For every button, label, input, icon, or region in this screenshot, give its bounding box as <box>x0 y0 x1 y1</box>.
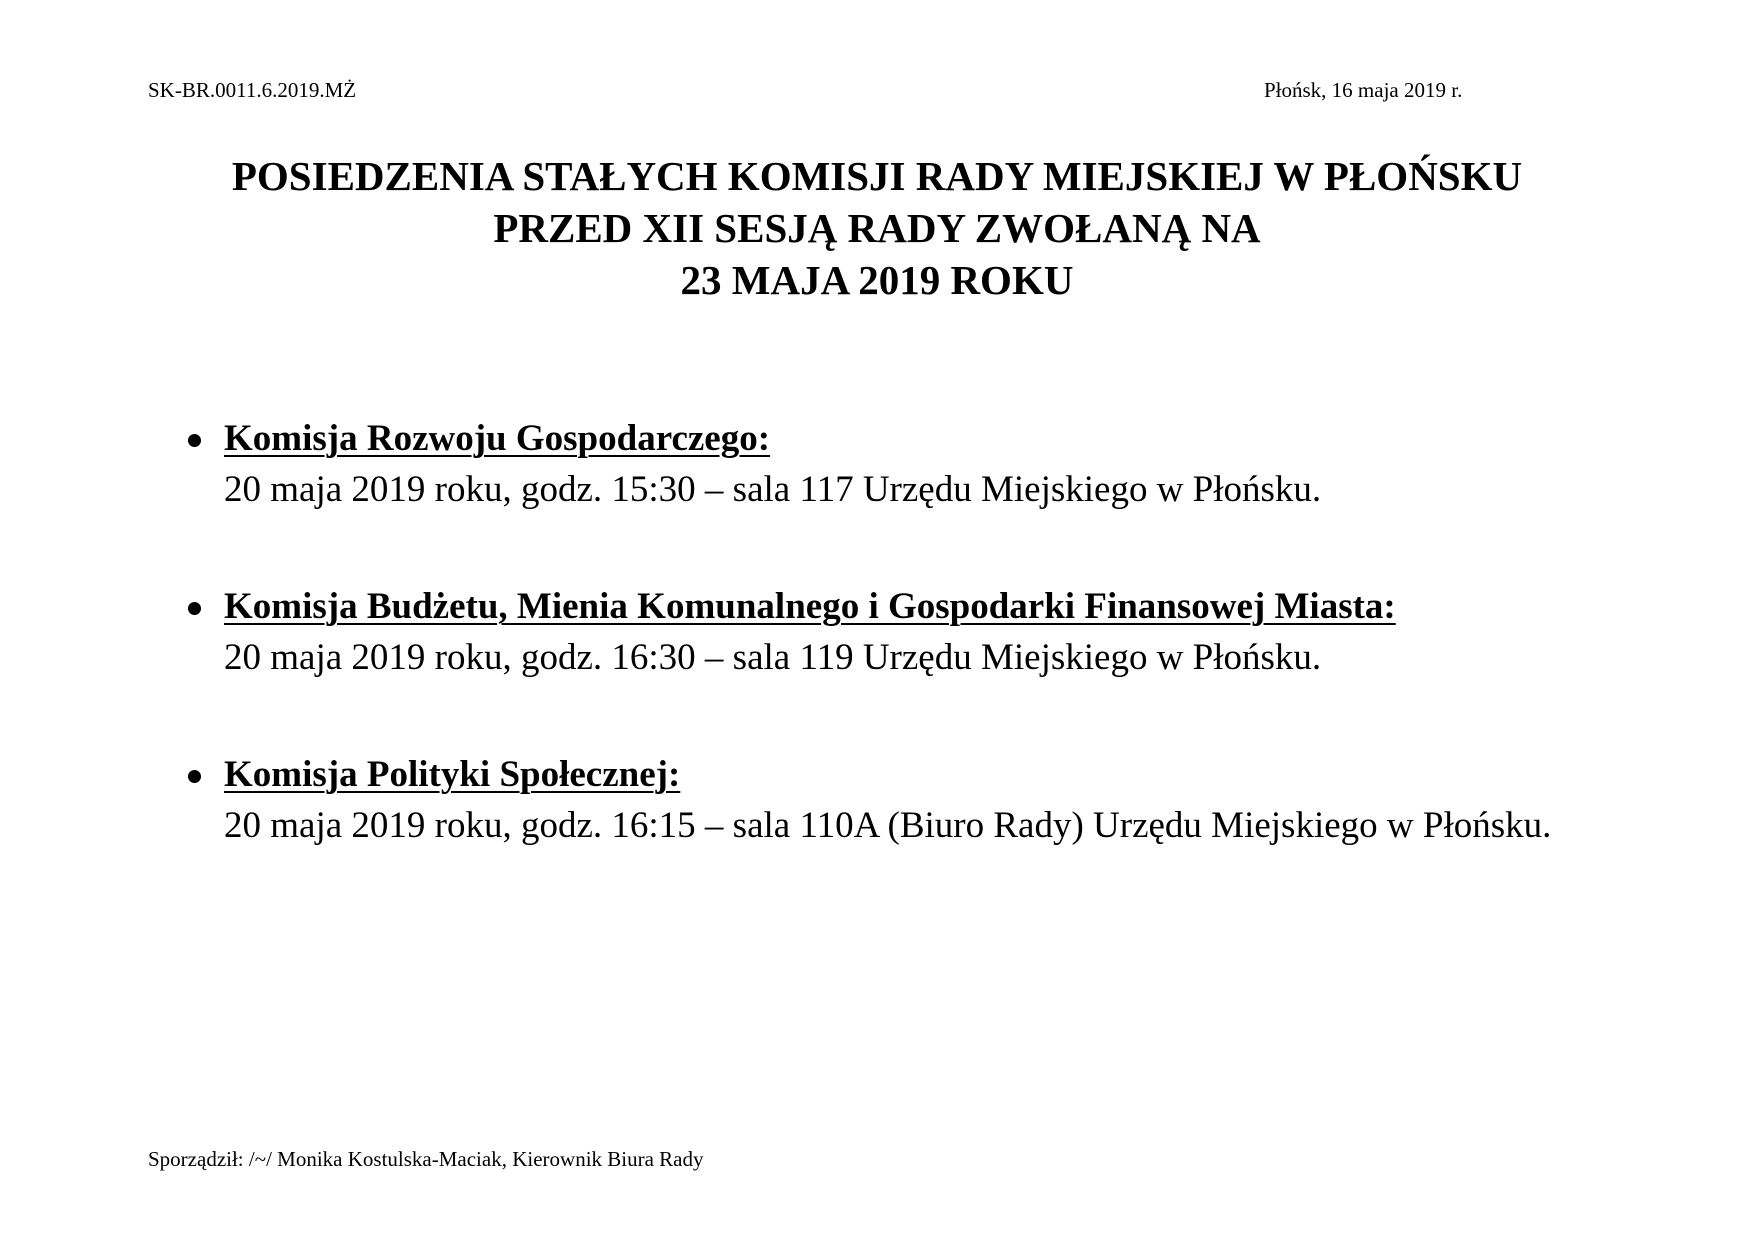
committee-item <box>188 414 1616 516</box>
committee-meeting-details: 20 maja 2019 roku, godz. 16:15 – sala 110A (Biuro Rady) Urzędu Miejskiego w Płońsku. <box>224 805 1552 846</box>
document-reference-number: SK-BR.0011.6.2019.MŻ <box>148 78 357 102</box>
committee-name: Komisja Rozwoju Gospodarczego: <box>224 418 771 459</box>
committee-list <box>188 414 1616 918</box>
title-line-2: PRZED XII SESJĄ RADY ZWOŁANĄ NA <box>493 205 1261 251</box>
bullet-icon <box>188 770 201 783</box>
bullet-icon <box>188 602 201 615</box>
committee-item <box>188 582 1616 684</box>
prepared-by-note: Sporządził: /~/ Monika Kostulska-Maciak, Kierownik Biura Rady <box>148 1147 704 1171</box>
bullet-icon <box>188 434 201 447</box>
title-line-3: 23 MAJA 2019 ROKU <box>680 257 1074 303</box>
committee-item <box>188 750 1616 852</box>
committee-meeting-details: 20 maja 2019 roku, godz. 16:30 – sala 119 Urzędu Miejskiego w Płońsku. <box>224 637 1322 678</box>
committee-meeting-details: 20 maja 2019 roku, godz. 15:30 – sala 117 Urzędu Miejskiego w Płońsku. <box>224 469 1322 510</box>
committee-name: Komisja Polityki Społecznej: <box>224 754 681 795</box>
document-title <box>120 150 1634 306</box>
committee-name: Komisja Budżetu, Mienia Komunalnego i Gospodarki Finansowej Miasta: <box>224 586 1396 627</box>
title-line-1: POSIEDZENIA STAŁYCH KOMISJI RADY MIEJSKIEJ W PŁOŃSKU <box>231 153 1523 199</box>
place-and-date: Płońsk, 16 maja 2019 r. <box>1264 78 1463 102</box>
